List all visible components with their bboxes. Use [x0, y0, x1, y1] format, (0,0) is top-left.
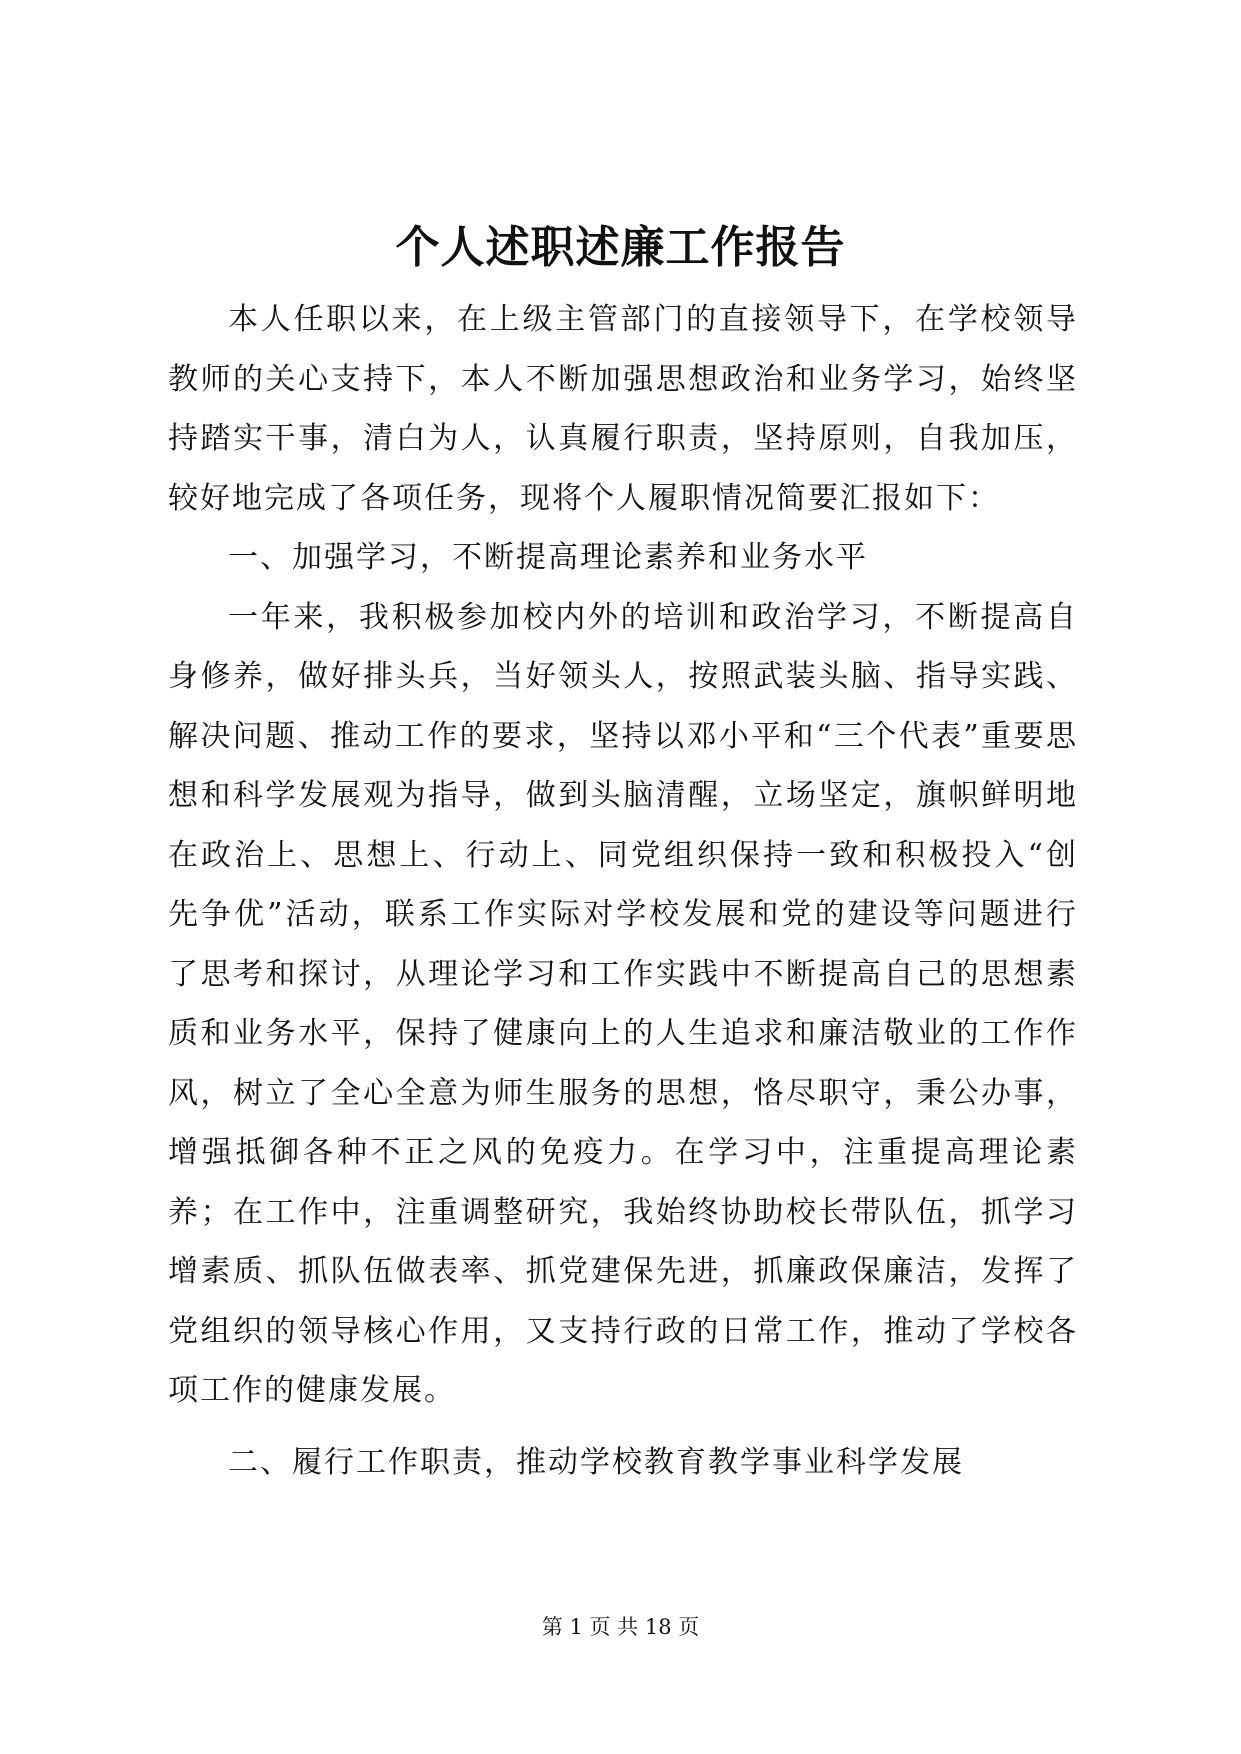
- page-footer: 第 1 页 共 18 页: [541, 1615, 700, 1639]
- document-body: [168, 290, 1078, 1492]
- section-heading-1: 一、加强学习，不断提高理论素养和业务水平: [228, 540, 868, 575]
- section-heading-2: 二、履行工作职责，推动学校教育教学事业科学发展: [228, 1444, 964, 1480]
- section-1-paragraph: 一年来，我积极参加校内外的培训和政治学习，不断提高自身修养，做好排头兵，当好领头人，按照武装头脑、指导实践、解决问题、推动工作的要求，坚持以邓小平和“三个代表”重要思想和科学发展观为指导，做到头脑清醒，立场坚定，旗帜鲜明地在政治上、思想上、行动上、同党组织保持一致和积极投入“创先争优”活动，联系工作实际对学校发展和党的建设等问题进行了思考和探讨，从理论学习和工作实践中不断提高自己的思想素质和业务水平，保持了健康向上的人生追求和廉洁敬业的工作作风，树立了全心全意为师生服务的思想，恪尽职守，秉公办事，增强抵御各种不正之风的免疫力。在学习中，注重提高理论素养；在工作中，注重调整研究，我始终协助校长带队伍，抓学习增素质、抓队伍做表率、抓党建保先进，抓廉政保廉洁，发挥了党组织的领导核心作用，又支持行政的日常工作，推动了学校各项工作的健康发展。: [168, 599, 1078, 1408]
- intro-paragraph: 本人任职以来，在上级主管部门的直接领导下，在学校领导教师的关心支持下，本人不断加强思想政治和业务学习，始终坚持踏实干事，清白为人，认真履行职责，坚持原则，自我加压，较好地完成了各项任务，现将个人履职情况简要汇报如下：: [168, 302, 1078, 516]
- document-title: 个人述职述廉工作报告: [395, 222, 846, 273]
